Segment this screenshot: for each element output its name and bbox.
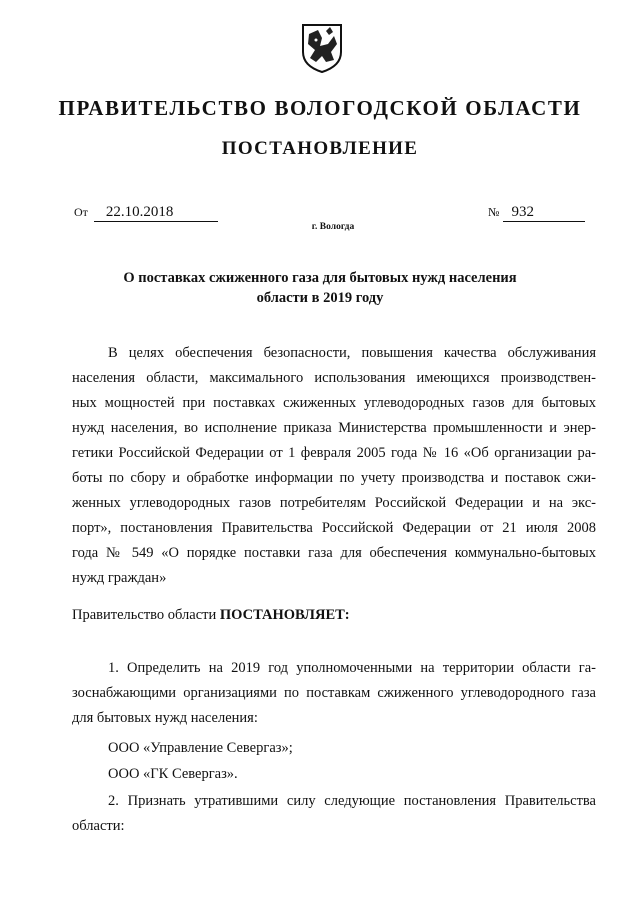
preamble-line: года № 549 «О порядке поставки газа для обеспечения коммунально-бытовых [72,545,596,561]
item-2-line: 2. Признать утратившими силу следующие постановления Правительства [108,793,596,809]
preamble-line: нужд населения, во исполнение приказа Министерства промышленности и энер- [72,420,596,436]
preamble-line: населения области, максимального использования имеющихся производствен- [72,370,596,386]
resolves-prefix: Правительство области [72,607,220,623]
item-1-line: 1. Определить на 2019 год уполномоченными на территории области га- [108,660,596,676]
preamble-line: гетики Российской Федерации от 1 февраля 2005 года № 16 «Об организации ра- [72,445,596,461]
vologda-coat-of-arms-icon [300,22,344,74]
city: г. Вологда [311,222,355,232]
item-1-paragraph [72,656,596,731]
preamble-paragraph [72,341,596,591]
organization-2: ООО «ГК Севергаз». [108,766,238,782]
subject-line: области в 2019 году [256,290,384,306]
item-2-line: области: [72,818,125,834]
number-value: 932 [503,204,585,222]
document-date [74,204,218,222]
document-type: ПОСТАНОВЛЕНИЕ [221,138,419,159]
preamble-line: В целях обеспечения безопасности, повышения качества обслуживания [108,345,596,361]
document-number [488,204,585,222]
resolves-keyword: ПОСТАНОВЛЯЕТ: [219,607,350,623]
resolves-line [72,603,596,628]
preamble-line: порт», постановления Правительства Российской Федерации от 21 июля 2008 [72,520,596,536]
document-subject [0,268,640,308]
date-prefix: От [74,205,88,219]
item-2-paragraph [72,789,596,839]
organization-title: ПРАВИТЕЛЬСТВО ВОЛОГОДСКОЙ ОБЛАСТИ [58,96,582,120]
item-1-line: зоснабжающими организациями по поставкам сжиженного углеводородного газа [72,685,596,701]
organization-1: ООО «Управление Севергаз»; [108,740,293,756]
preamble-line: боты по сбору и обработке информации по учету производства и поставок сжи- [72,470,596,486]
preamble-line: женных углеводородных газов потребителям Российской Федерации и на экс- [72,495,596,511]
number-prefix: № [488,205,500,219]
subject-line: О поставках сжиженного газа для бытовых нужд населения [123,270,517,286]
date-value: 22.10.2018 [94,204,218,222]
preamble-line: ных мощностей при поставках сжиженных углеводородных газов для бытовых [72,395,596,411]
preamble-line: нужд граждан» [72,570,167,586]
item-1-line: для бытовых нужд населения: [72,710,258,726]
